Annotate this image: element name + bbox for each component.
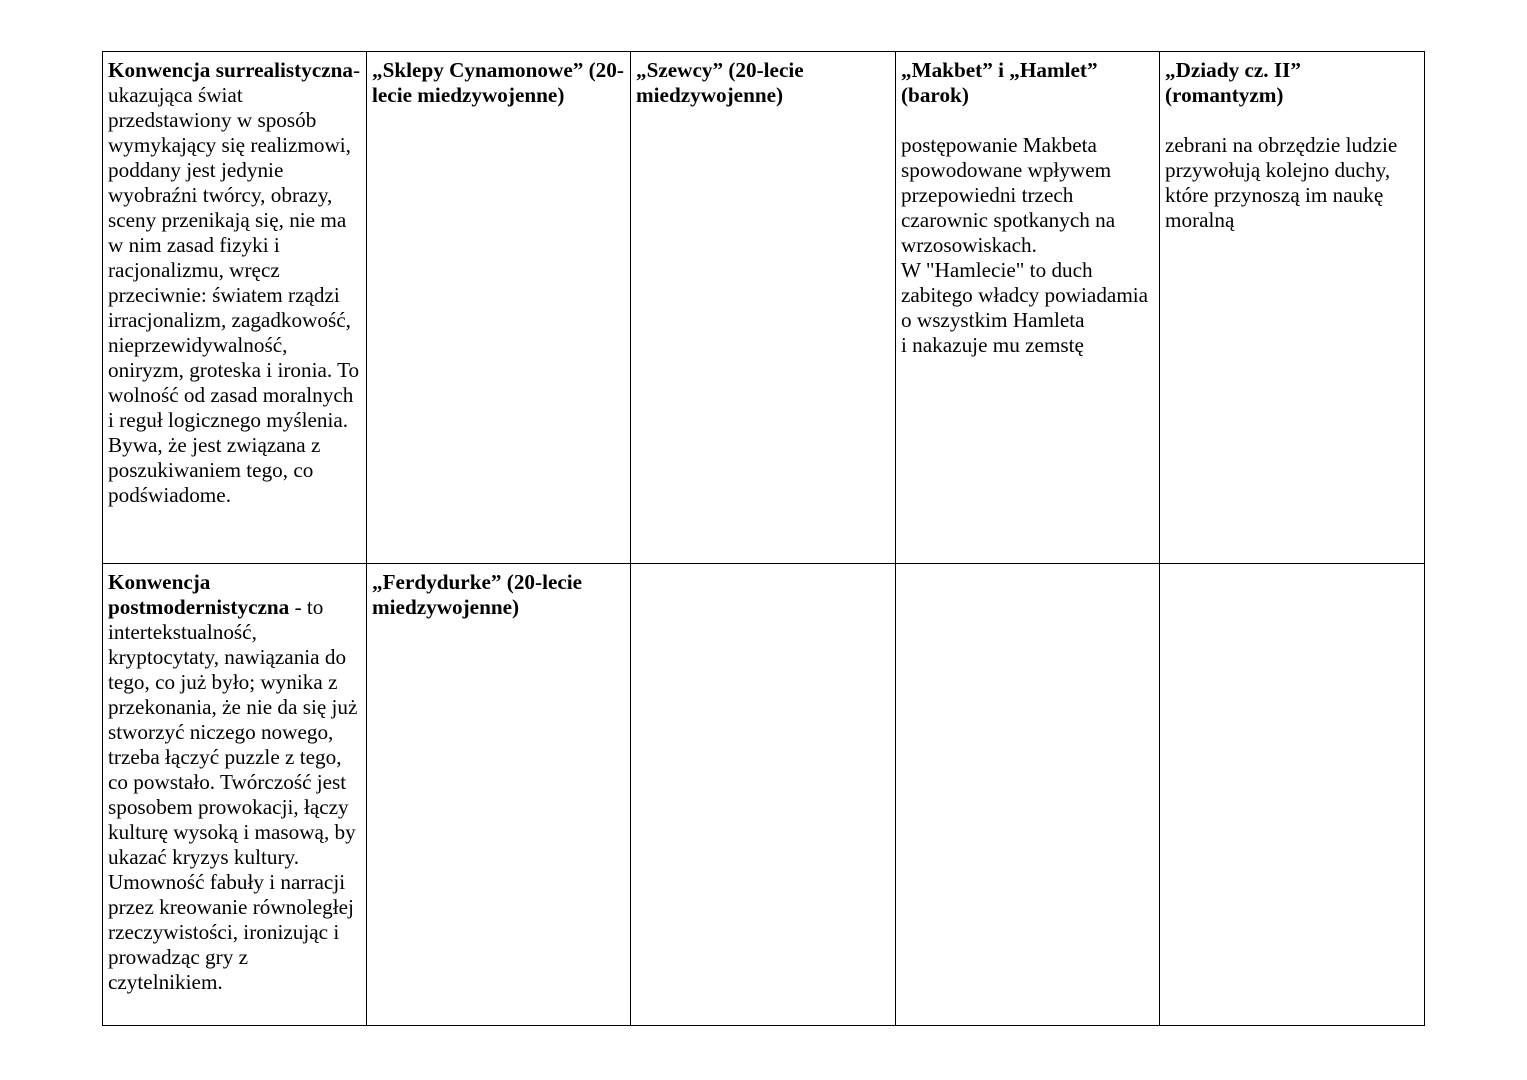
cell-heading: „Szewcy” (20-lecie miedzywojenne)	[636, 58, 804, 107]
cell-heading: „Ferdydurke” (20-lecie miedzywojenne)	[372, 570, 583, 619]
cell-heading: „Sklepy Cynamonowe” (20-lecie miedzywojenne)	[372, 58, 624, 107]
cell-text: - to intertekstualność, kryptocytaty, nawiązania do tego, co już było; wynika z przekonania, że nie da się już stworzyć niczego nowego, trzeba łączyć puzzle z tego, co powstało. Twórczość jest sposobem prowokacji, łączy kulturę wysoką i masową, by ukazać kryzys kultury. Umowność fabuły i narracji przez kreowanie równoległej rzeczywistości, ironizując i prowadząc gry z czytelnikiem.	[108, 595, 358, 994]
cell-heading: „Makbet” i „Hamlet” (barok)	[901, 58, 1098, 107]
cell-empty	[896, 564, 1160, 1026]
cell-heading: Konwencja surrealistyczna	[108, 58, 354, 82]
cell-empty	[631, 564, 896, 1026]
conventions-table	[102, 51, 1425, 1026]
cell-text: - ukazująca świat przedstawiony w sposób wymykający się realizmowi, poddany jest jedynie wyobraźni twórcy, obrazy, sceny przenikają się, nie ma w nim zasad fizyki i racjonalizmu, wręcz przeciwnie: światem rządzi irracjonalizm, zagadkowość, nieprzewidywalność, oniryzm, groteska i ironia. To wolność od zasad moralnych i reguł logicznego myślenia. Bywa, że jest związana z poszukiwaniem tego, co podświadome.	[108, 58, 361, 507]
cell-convention-surrealist	[103, 52, 367, 564]
cell-sklepy-cynamonowe	[367, 52, 631, 564]
cell-empty	[1160, 564, 1425, 1026]
table-row-postmodernist	[103, 564, 1425, 1026]
cell-szewcy	[631, 52, 896, 564]
cell-dziady	[1160, 52, 1425, 564]
cell-text: postępowanie Makbeta spowodowane wpływem przepowiedni trzech czarownic spotkanych na wrzosowiskach. W "Hamlecie" to duch zabitego władcy powiadamia o wszystkim Hamleta i nakazuje mu zemstę	[901, 133, 1149, 357]
cell-convention-postmodernist	[103, 564, 367, 1026]
cell-text: zebrani na obrzędzie ludzie przywołują kolejno duchy, które przynoszą im naukę moralną	[1165, 133, 1398, 232]
table-row-surrealist	[103, 52, 1425, 564]
cell-heading: Konwencja postmodernistyczna	[108, 570, 290, 619]
cell-heading: „Dziady cz. II” (romantyzm)	[1165, 58, 1301, 107]
cell-ferdydurke	[367, 564, 631, 1026]
cell-makbet-hamlet	[896, 52, 1160, 564]
